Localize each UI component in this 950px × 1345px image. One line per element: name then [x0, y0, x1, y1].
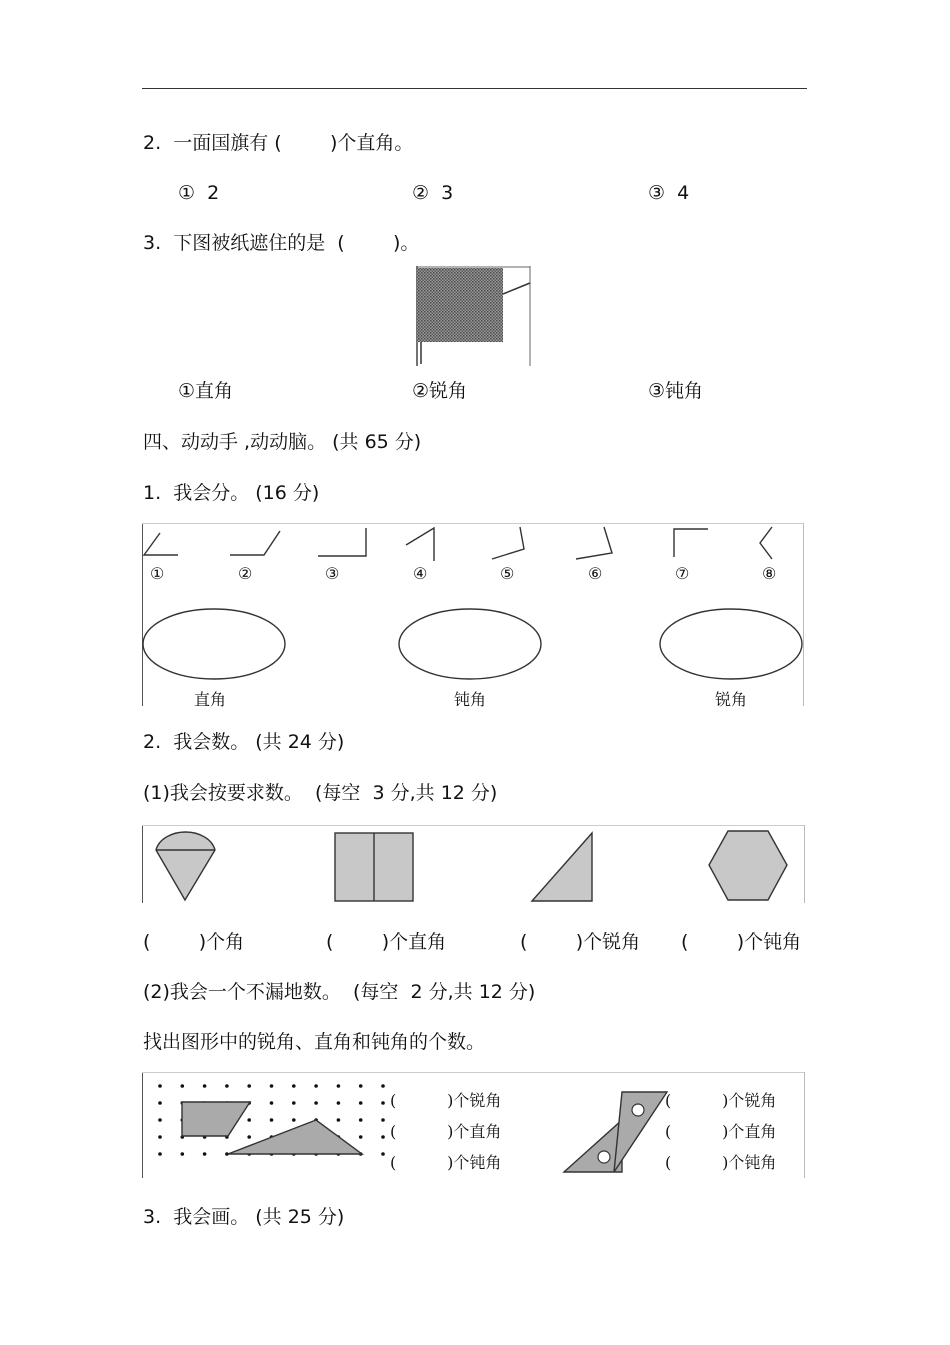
- s4q1-title: 1. 我会分。 (16 分): [143, 482, 320, 504]
- grid-dot: [359, 1118, 363, 1122]
- angle-8: [760, 527, 772, 559]
- s4q2-part2-instruction: 找出图形中的锐角、直角和钝角的个数。: [143, 1031, 486, 1053]
- grid-dot: [359, 1101, 363, 1105]
- grid-dot: [381, 1152, 385, 1156]
- angle-sort-figure: [142, 523, 804, 709]
- angle-label-1: ①: [150, 564, 165, 583]
- grid-dot: [203, 1084, 207, 1088]
- q3-option-2: ②锐角: [412, 380, 468, 402]
- shapes-figure: [142, 825, 805, 903]
- angle-label-4: ④: [413, 564, 428, 583]
- grid-dot: [314, 1101, 318, 1105]
- angle-label-2: ②: [238, 564, 253, 583]
- left-blank-obtuse: ( )个钝角: [390, 1153, 502, 1172]
- grid-dot: [292, 1084, 296, 1088]
- grid-dot: [381, 1101, 385, 1105]
- grid-dot: [381, 1135, 385, 1139]
- grid-dot: [270, 1084, 274, 1088]
- header-rule: [142, 88, 807, 89]
- set-square-hole-left: [598, 1151, 610, 1163]
- cone-shape: [156, 832, 215, 900]
- grid-dot: [181, 1152, 185, 1156]
- q2-option-1: ① 2: [178, 182, 220, 204]
- triangle-shape: [532, 833, 592, 901]
- section4-title: 四、动动手 ,动动脑。 (共 65 分): [143, 431, 422, 453]
- dot-grid-figure: [142, 1072, 805, 1178]
- paper-cover: [417, 268, 503, 342]
- ellipse-right-angle: [143, 609, 285, 679]
- right-blank-obtuse: ( )个钝角: [665, 1153, 777, 1172]
- ellipse-acute-angle: [660, 609, 802, 679]
- grid-dot: [381, 1084, 385, 1088]
- q2-option-3: ③ 4: [648, 182, 690, 204]
- grid-dot: [314, 1084, 318, 1088]
- grid-dot: [247, 1118, 251, 1122]
- grid-dot: [247, 1135, 251, 1139]
- right-blank-acute: ( )个锐角: [665, 1091, 777, 1110]
- set-square-left: [564, 1120, 622, 1172]
- blank-acute-angles: ( )个锐角: [520, 931, 641, 953]
- q2-stem: 2. 一面国旗有 ( )个直角。: [143, 132, 414, 154]
- angle-6: [576, 527, 612, 559]
- grid-dot: [203, 1152, 207, 1156]
- angle-label-5: ⑤: [500, 564, 515, 583]
- s4q2-title: 2. 我会数。 (共 24 分): [143, 731, 345, 753]
- grid-dot: [381, 1118, 385, 1122]
- grid-dot: [337, 1101, 341, 1105]
- angle-5: [492, 527, 524, 559]
- grid-dot: [359, 1135, 363, 1139]
- covered-angle-figure: [412, 266, 534, 366]
- angle-label-7: ⑦: [675, 564, 690, 583]
- s4q2-part1-title: (1)我会按要求数。 (每空 3 分,共 12 分): [143, 782, 498, 804]
- grid-dot: [359, 1084, 363, 1088]
- ellipse-label-obtuse: 钝角: [454, 690, 487, 709]
- trapezoid-shape: [182, 1102, 250, 1136]
- ellipse-label-right: 直角: [194, 690, 227, 709]
- grid-dot: [158, 1084, 162, 1088]
- angle-sort-drawing: [142, 523, 804, 706]
- grid-dot: [292, 1118, 296, 1122]
- angle-label-3: ③: [325, 564, 340, 583]
- angle-2: [230, 531, 280, 555]
- left-blank-right: ( )个直角: [390, 1122, 502, 1141]
- grid-dot: [158, 1152, 162, 1156]
- grid-dot: [158, 1135, 162, 1139]
- grid-dot: [270, 1118, 274, 1122]
- q3-option-3: ③钝角: [648, 380, 704, 402]
- grid-dot: [225, 1084, 229, 1088]
- hexagon-shape: [709, 831, 787, 900]
- grid-dot: [158, 1118, 162, 1122]
- ellipse-label-acute: 锐角: [715, 690, 748, 709]
- s4q3-title: 3. 我会画。 (共 25 分): [143, 1206, 345, 1228]
- blank-angles: ( )个角: [143, 931, 245, 953]
- set-square-hole-right: [632, 1104, 644, 1116]
- grid-dot: [270, 1101, 274, 1105]
- right-blank-right: ( )个直角: [665, 1122, 777, 1141]
- grid-dot: [181, 1084, 185, 1088]
- s4q2-part2-title: (2)我会一个不漏地数。 (每空 2 分,共 12 分): [143, 981, 536, 1003]
- q2-option-2: ② 3: [412, 182, 454, 204]
- blank-right-angles: ( )个直角: [326, 931, 447, 953]
- left-blank-acute: ( )个锐角: [390, 1091, 502, 1110]
- grid-dot: [337, 1084, 341, 1088]
- angle-4: [406, 528, 434, 561]
- grid-dot: [337, 1118, 341, 1122]
- angle-label-6: ⑥: [588, 564, 603, 583]
- q3-option-1: ①直角: [178, 380, 234, 402]
- grid-dot: [247, 1084, 251, 1088]
- ellipse-obtuse-angle: [399, 609, 541, 679]
- angle-7: [674, 529, 708, 557]
- grid-dot: [158, 1101, 162, 1105]
- grid-dot: [292, 1101, 296, 1105]
- q3-stem: 3. 下图被纸遮住的是 ( )。: [143, 232, 420, 254]
- angle-1: [144, 533, 178, 555]
- angle-label-8: ⑧: [762, 564, 777, 583]
- angle-3: [318, 528, 366, 556]
- blank-obtuse-angles: ( )个钝角: [681, 931, 802, 953]
